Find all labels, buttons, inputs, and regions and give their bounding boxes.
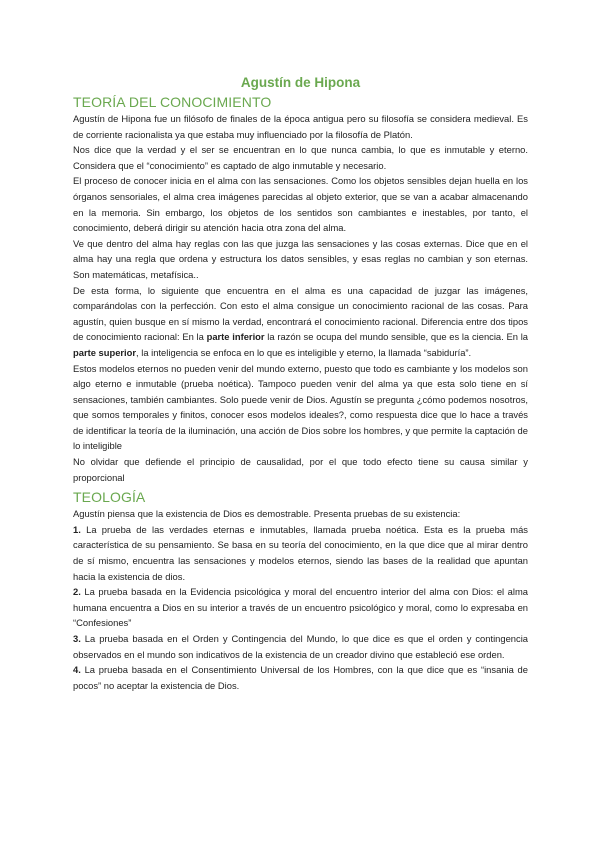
proof-text: La prueba basada en el Consentimiento Universal de los Hombres, con la que dice que es “insania de pocos” no aceptar la existencia de Dios. <box>73 664 528 691</box>
proof-number: 4. <box>73 664 81 676</box>
paragraph: Estos modelos eternos no pueden venir del mundo externo, puesto que todo es cambiante y los modelos son algo eterno e inmutable (prueba noética). Tampoco pueden venir del alma ya que esta solo tiene en sí sensaciones, también cambiantes. Solo puede venir de Dios. Agustín se pregunta ¿cómo podemos nosotros, que somos temporales y finitos, conocer esos modelos ideales?, como respuesta dice que lo hace a través de identificar la teoría de la iluminación, una acción de Dios sobre los hombres, y que permite la captación de lo inteligible <box>73 362 528 452</box>
proof-item <box>73 522 528 584</box>
proof-item <box>73 584 528 631</box>
proof-text: La prueba basada en la Evidencia psicológica y moral del encuentro interior del alma con Dios: el alma humana encuentra a Dios en su interior a través de un encuentro psicológico y moral, como lo expresaba en “Confesiones” <box>73 586 528 629</box>
paragraph: No olvidar que defiende el principio de causalidad, por el que todo efecto tiene su causa similar y proporcional <box>73 456 528 483</box>
proof-number: 3. <box>73 633 81 644</box>
proof-item <box>73 662 528 693</box>
paragraph: Nos dice que la verdad y el ser se encuentran en lo que nunca cambia, lo que es inmutable y eterno. Considera que el “conocimiento” es captado de algo inmutable y necesario. <box>73 144 528 171</box>
section-heading-teologia: TEOLOGÍA <box>73 489 146 506</box>
proof-text: La prueba basada en el Orden y Contingencia del Mundo, lo que dice es que el orden y contingencia observados en el mundo son indicativos de la existencia de un creador divino que estableció ese orden. <box>73 633 528 660</box>
bold-term-parte-inferior: parte inferior <box>206 331 265 343</box>
paragraph-text: De esta forma, lo siguiente que encuentra en el alma es una capacidad de juzgar las imágenes, comparándolas con la perfección. Con esto el alma consigue un conocimiento racional de las cosas. Para agustín, quien busque en sí mismo la verdad, encontrará el conocimiento racional. Diferencia entre dos tipos de conocimiento racional: En la <box>73 284 528 343</box>
paragraph: Agustín de Hipona fue un filósofo de finales de la época antigua pero su filosofía se considera medieval. Es de corriente racionalista ya que estaba muy influenciado por la filosofía de Platón. <box>73 113 528 140</box>
paragraph: Ve que dentro del alma hay reglas con las que juzga las sensaciones y las cosas externas. Dice que en el alma hay una regla que ordena y estructura los datos sensibles, y esas reglas no cambian y son eternas. Son matemáticas, metafísica.. <box>73 237 528 280</box>
paragraph-text: , la inteligencia se enfoca en lo que es inteligible y eterno, la llamada “sabiduría”. <box>136 346 472 358</box>
proof-number: 2. <box>73 586 81 598</box>
proof-text: La prueba de las verdades eternas e inmutables, llamada prueba noética. Esta es la prueba más característica de su pensamiento. Se basa en su teoría del conocimiento, en la que dice que al mirar dentro de sí mismo, encuentra las sensaciones y modelos eternos, siendo las bases de la realidad que apuntan hacia la existencia de dios. <box>73 523 528 582</box>
proof-item <box>73 631 528 662</box>
document-page <box>73 74 528 693</box>
paragraph-intro: Agustín piensa que la existencia de Dios es demostrable. Presenta pruebas de su existencia: <box>73 508 461 520</box>
paragraph: El proceso de conocer inicia en el alma con las sensaciones. Como los objetos sensibles dejan huella en los órganos sensoriales, el alma crea imágenes parecidas al objeto exterior, que se van a acabar almacenando en la memoria. Sin embargo, los objetos de los sentidos son cambiantes e inestables, por tanto, el conocimiento, deberá dirigir su atención hacia otra zona del alma. <box>73 175 528 234</box>
section-heading-conocimiento: TEORÍA DEL CONOCIMIENTO <box>73 94 272 110</box>
document-title: Agustín de Hipona <box>240 75 361 90</box>
bold-term-parte-superior: parte superior <box>73 346 137 358</box>
paragraph-text: la razón se ocupa del mundo sensible, que es la ciencia. En la <box>264 331 529 343</box>
paragraph-conocimiento-racional <box>73 283 528 361</box>
proof-number: 1. <box>73 523 81 535</box>
